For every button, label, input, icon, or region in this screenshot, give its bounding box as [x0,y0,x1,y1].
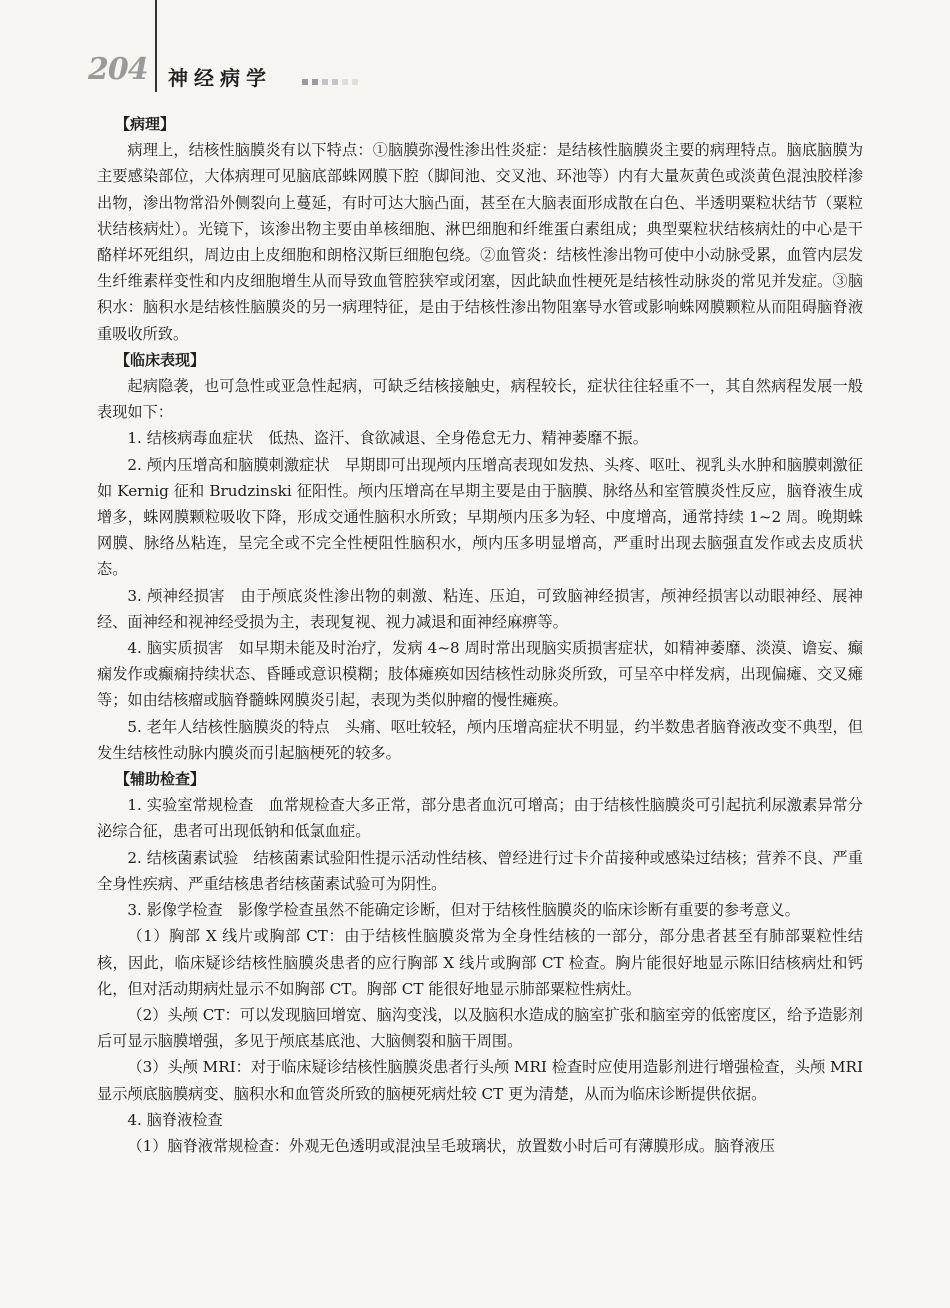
header-decoration [302,70,362,89]
page-header [0,0,950,100]
auxiliary-item: （2）头颅 CT：可以发现脑回增宽、脑沟变浅，以及脑积水造成的脑室扩张和脑室旁的低密度区，给予造影剂后可显示脑膜增强，多见于颅底基底池、大脑侧裂和脑干周围。 [97,1005,863,1051]
auxiliary-item: 4. 脑脊液检查 [127,1110,223,1129]
clinical-item: 4. 脑实质损害 如早期未能及时治疗，发病 4~8 周时常出现脑实质损害症状，如精神萎靡、淡漠、谵妄、癫痫发作或癫痫持续状态、昏睡或意识模糊；肢体瘫痪如因结核性动脉炎所致，可呈卒中样发病，出现偏瘫、交叉瘫等；如由结核瘤或脑脊髓蛛网膜炎引起，表现为类似肿瘤的慢性瘫痪。 [97,639,863,710]
clinical-item: 3. 颅神经损害 由于颅底炎性渗出物的刺激、粘连、压迫，可致脑神经损害，颅神经损害以动眼神经、展神经、面神经和视神经受损为主，表现复视、视力减退和面神经麻痹等。 [97,586,863,631]
page-number: 204 [88,52,148,87]
clinical-item: 5. 老年人结核性脑膜炎的特点 头痛、呕吐较轻，颅内压增高症状不明显，约半数患者脑脊液改变不典型，但发生结核性动脉内膜炎而引起脑梗死的较多。 [97,717,863,762]
paragraph-pathology: 病理上，结核性脑膜炎有以下特点：①脑膜弥漫性渗出性炎症：是结核性脑膜炎主要的病理特点。脑底脑膜为主要感染部位，大体病理可见脑底部蛛网膜下腔（脚间池、交叉池、环池等）内有大量灰黄色或淡黄色混浊胶样渗出物，渗出物常沿外侧裂向上蔓延，有时可达大脑凸面，甚至在大脑表面形成散在白色、半透明粟粒状结节（粟粒状结核病灶）。光镜下，该渗出物主要由单核细胞、淋巴细胞和纤维蛋白素组成；典型粟粒状结核病灶的中心是干酪样坏死组织，周边由上皮细胞和朗格汉斯巨细胞包绕。②血管炎：结核性渗出物可使中小动脉受累，血管内层发生纤维素样变性和内皮细胞增生从而导致血管腔狭窄或闭塞，因此缺血性梗死是结核性动脉炎的常见并发症。③脑积水：脑积水是结核性脑膜炎的另一病理特征，是由于结核性渗出物阻塞导水管或影响蛛网膜颗粒从而阻碍脑脊液重吸收所致。 [97,141,863,343]
page-body [97,111,863,1159]
auxiliary-item: （1）脑脊液常规检查：外观无色透明或混浊呈毛玻璃状，放置数小时后可有薄膜形成。脑脊液压 [127,1136,775,1155]
auxiliary-item: （3）头颅 MRI：对于临床疑诊结核性脑膜炎患者行头颅 MRI 检查时应使用造影剂进行增强检查，头颅 MRI 显示颅底脑膜病变、脑积水和血管炎所致的脑梗死病灶较 CT 更为清楚，从而为临床诊断提供依据。 [97,1058,863,1103]
section-heading-pathology: 【病理】 [115,115,176,133]
header-divider [155,0,157,92]
section-heading-auxiliary: 【辅助检查】 [115,770,206,789]
book-title: 神经病学 [168,66,272,90]
auxiliary-item: 1. 实验室常规检查 血常规检查大多正常，部分患者血沉可增高；由于结核性脑膜炎可引起抗利尿激素异常分泌综合征，患者可出现低钠和低氯血症。 [97,796,863,841]
clinical-item: 1. 结核病毒血症状 低热、盗汗、食欲减退、全身倦怠无力、精神萎靡不振。 [127,429,648,448]
auxiliary-item: 3. 影像学检查 影像学检查虽然不能确定诊断，但对于结核性脑膜炎的临床诊断有重要的参考意义。 [127,901,800,920]
auxiliary-item: （1）胸部 X 线片或胸部 CT：由于结核性脑膜炎常为全身性结核的一部分，部分患者甚至有肺部粟粒性结核，因此，临床疑诊结核性脑膜炎患者的应行胸部 X 线片或胸部 CT 检查。胸片能很好地显示陈旧结核病灶和钙化，但对活动期病灶显示不如胸部 CT。胸部 CT 能很好地显示肺部粟粒性病灶。 [97,927,863,998]
paragraph-clinical-intro: 起病隐袭，也可急性或亚急性起病，可缺乏结核接触史，病程较长，症状往往轻重不一，其自然病程发展一般表现如下： [97,377,863,422]
section-heading-clinical: 【临床表现】 [115,350,206,369]
auxiliary-item: 2. 结核菌素试验 结核菌素试验阳性提示活动性结核、曾经进行过卡介苗接种或感染过结核；营养不良、严重全身性疾病、严重结核患者结核菌素试验可为阴性。 [97,848,863,893]
clinical-item: 2. 颅内压增高和脑膜刺激症状 早期即可出现颅内压增高表现如发热、头疼、呕吐、视乳头水肿和脑膜刺激征如 Kernig 征和 Brudzinski 征阳性。颅内压增高在早期主要是由于脑膜、脉络丛和室管膜炎性反应，脑脊液生成增多，蛛网膜颗粒吸收下降，形成交通性脑积水所致；早期颅内压多为轻、中度增高，通常持续 1~2 周。晚期蛛网膜、脉络丛粘连，呈完全或不完全性梗阻性脑积水，颅内压多明显增高，严重时出现去脑强直发作或去皮质状态。 [97,455,863,579]
